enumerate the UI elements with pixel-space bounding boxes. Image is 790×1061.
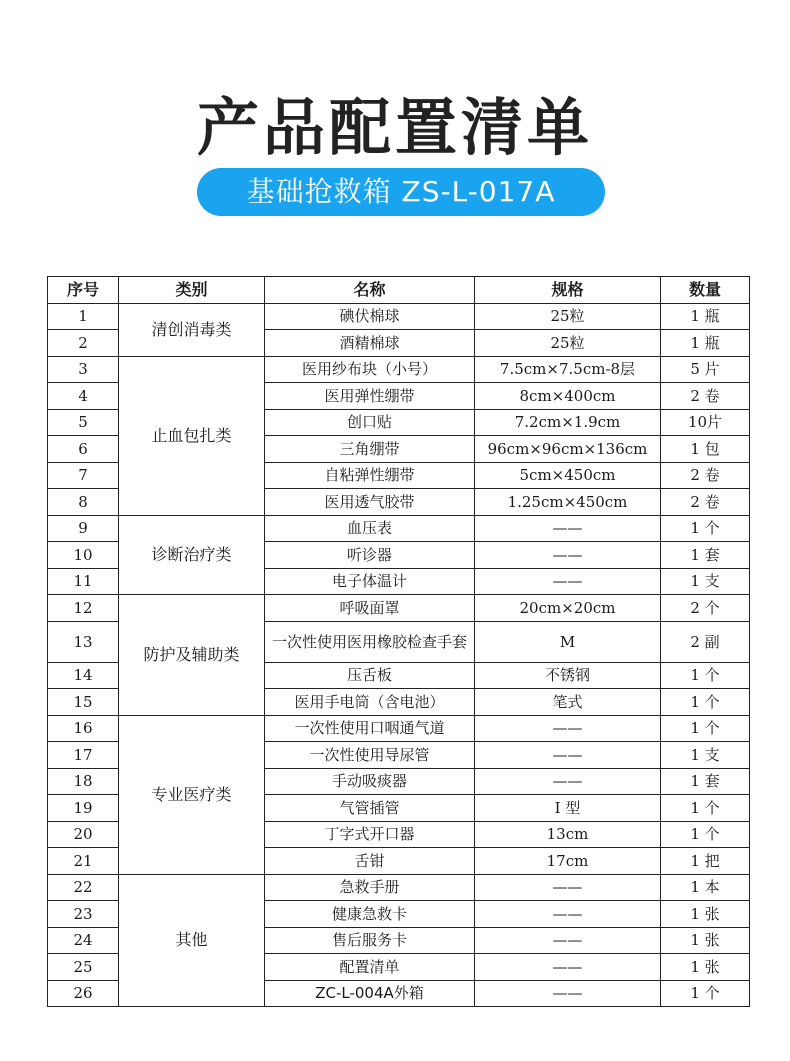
item-name: 三角绷带 bbox=[265, 436, 475, 463]
row-number: 16 bbox=[48, 715, 119, 742]
table-row bbox=[48, 874, 750, 901]
row-number: 2 bbox=[48, 330, 119, 357]
item-quantity: 1 套 bbox=[661, 542, 750, 569]
header-category: 类别 bbox=[119, 277, 265, 304]
item-quantity: 1 张 bbox=[661, 901, 750, 928]
row-number: 23 bbox=[48, 901, 119, 928]
row-number: 7 bbox=[48, 462, 119, 489]
item-spec: —— bbox=[475, 927, 661, 954]
table-row bbox=[48, 595, 750, 622]
item-spec: —— bbox=[475, 980, 661, 1007]
item-spec: 8cm×400cm bbox=[475, 383, 661, 410]
item-spec: —— bbox=[475, 515, 661, 542]
item-name: 听诊器 bbox=[265, 542, 475, 569]
item-spec: —— bbox=[475, 715, 661, 742]
row-number: 25 bbox=[48, 954, 119, 981]
item-spec: —— bbox=[475, 901, 661, 928]
item-spec: 7.5cm×7.5cm-8层 bbox=[475, 356, 661, 383]
item-name: 配置清单 bbox=[265, 954, 475, 981]
item-quantity: 5 片 bbox=[661, 356, 750, 383]
item-quantity: 2 卷 bbox=[661, 383, 750, 410]
item-name: 丁字式开口器 bbox=[265, 821, 475, 848]
item-quantity: 1 个 bbox=[661, 795, 750, 822]
row-number: 20 bbox=[48, 821, 119, 848]
row-number: 9 bbox=[48, 515, 119, 542]
row-number: 19 bbox=[48, 795, 119, 822]
table-row bbox=[48, 515, 750, 542]
header-quantity: 数量 bbox=[661, 277, 750, 304]
row-number: 12 bbox=[48, 595, 119, 622]
row-number: 15 bbox=[48, 689, 119, 716]
item-spec: —— bbox=[475, 768, 661, 795]
row-number: 21 bbox=[48, 848, 119, 875]
item-quantity: 1 包 bbox=[661, 436, 750, 463]
item-spec: 25粒 bbox=[475, 330, 661, 357]
item-name: 碘伏棉球 bbox=[265, 303, 475, 330]
page-title: 产品配置清单 bbox=[196, 91, 593, 164]
item-quantity: 1 套 bbox=[661, 768, 750, 795]
item-spec: 20cm×20cm bbox=[475, 595, 661, 622]
item-spec: M bbox=[475, 621, 661, 662]
category-cell: 诊断治疗类 bbox=[119, 515, 265, 595]
item-quantity: 1 个 bbox=[661, 715, 750, 742]
item-name: 一次性使用导尿管 bbox=[265, 742, 475, 769]
table-row bbox=[48, 356, 750, 383]
item-name: 血压表 bbox=[265, 515, 475, 542]
item-name: 医用手电筒（含电池） bbox=[265, 689, 475, 716]
item-name: 创口贴 bbox=[265, 409, 475, 436]
item-name: 急救手册 bbox=[265, 874, 475, 901]
item-spec: —— bbox=[475, 742, 661, 769]
item-name: 售后服务卡 bbox=[265, 927, 475, 954]
item-quantity: 1 个 bbox=[661, 662, 750, 689]
product-configuration-table bbox=[47, 276, 750, 1007]
item-name: 压舌板 bbox=[265, 662, 475, 689]
item-name: 医用透气胶带 bbox=[265, 489, 475, 516]
item-name: 医用弹性绷带 bbox=[265, 383, 475, 410]
item-name: 舌钳 bbox=[265, 848, 475, 875]
item-name: 酒精棉球 bbox=[265, 330, 475, 357]
row-number: 5 bbox=[48, 409, 119, 436]
item-name: 健康急救卡 bbox=[265, 901, 475, 928]
row-number: 4 bbox=[48, 383, 119, 410]
item-quantity: 1 瓶 bbox=[661, 303, 750, 330]
item-spec: 17cm bbox=[475, 848, 661, 875]
row-number: 1 bbox=[48, 303, 119, 330]
product-model-badge: 基础抢救箱 ZS-L-017A bbox=[197, 168, 605, 216]
item-name: 手动吸痰器 bbox=[265, 768, 475, 795]
item-quantity: 1 支 bbox=[661, 742, 750, 769]
item-spec: —— bbox=[475, 542, 661, 569]
row-number: 10 bbox=[48, 542, 119, 569]
row-number: 13 bbox=[48, 621, 119, 662]
item-quantity: 2 卷 bbox=[661, 462, 750, 489]
item-spec: I 型 bbox=[475, 795, 661, 822]
item-spec: 25粒 bbox=[475, 303, 661, 330]
item-name: 自粘弹性绷带 bbox=[265, 462, 475, 489]
item-name: 呼吸面罩 bbox=[265, 595, 475, 622]
row-number: 24 bbox=[48, 927, 119, 954]
item-spec: —— bbox=[475, 874, 661, 901]
category-cell: 防护及辅助类 bbox=[119, 595, 265, 716]
item-name: 一次性使用医用橡胶检查手套 bbox=[265, 621, 475, 662]
row-number: 22 bbox=[48, 874, 119, 901]
item-quantity: 1 本 bbox=[661, 874, 750, 901]
item-spec: 5cm×450cm bbox=[475, 462, 661, 489]
header-name: 名称 bbox=[265, 277, 475, 304]
item-spec: 1.25cm×450cm bbox=[475, 489, 661, 516]
item-name: 气管插管 bbox=[265, 795, 475, 822]
item-name: ZC-L-004A外箱 bbox=[265, 980, 475, 1007]
item-quantity: 2 卷 bbox=[661, 489, 750, 516]
category-cell: 其他 bbox=[119, 874, 265, 1007]
item-quantity: 1 支 bbox=[661, 568, 750, 595]
item-quantity: 1 把 bbox=[661, 848, 750, 875]
row-number: 14 bbox=[48, 662, 119, 689]
item-quantity: 1 个 bbox=[661, 515, 750, 542]
category-cell: 专业医疗类 bbox=[119, 715, 265, 874]
table-header-row bbox=[48, 277, 750, 304]
row-number: 18 bbox=[48, 768, 119, 795]
item-quantity: 2 个 bbox=[661, 595, 750, 622]
item-name: 电子体温计 bbox=[265, 568, 475, 595]
item-quantity: 1 瓶 bbox=[661, 330, 750, 357]
header-spec: 规格 bbox=[475, 277, 661, 304]
table-row bbox=[48, 715, 750, 742]
row-number: 8 bbox=[48, 489, 119, 516]
category-cell: 止血包扎类 bbox=[119, 356, 265, 515]
item-quantity: 1 张 bbox=[661, 927, 750, 954]
row-number: 3 bbox=[48, 356, 119, 383]
header-number: 序号 bbox=[48, 277, 119, 304]
item-quantity: 1 个 bbox=[661, 689, 750, 716]
item-quantity: 2 副 bbox=[661, 621, 750, 662]
item-quantity: 10片 bbox=[661, 409, 750, 436]
row-number: 17 bbox=[48, 742, 119, 769]
item-spec: 96cm×96cm×136cm bbox=[475, 436, 661, 463]
item-quantity: 1 个 bbox=[661, 980, 750, 1007]
item-name: 医用纱布块（小号） bbox=[265, 356, 475, 383]
category-cell: 清创消毒类 bbox=[119, 303, 265, 356]
row-number: 6 bbox=[48, 436, 119, 463]
item-spec: 13cm bbox=[475, 821, 661, 848]
item-spec: —— bbox=[475, 568, 661, 595]
item-spec: 不锈钢 bbox=[475, 662, 661, 689]
item-quantity: 1 个 bbox=[661, 821, 750, 848]
item-spec: —— bbox=[475, 954, 661, 981]
row-number: 11 bbox=[48, 568, 119, 595]
item-spec: 笔式 bbox=[475, 689, 661, 716]
item-name: 一次性使用口咽通气道 bbox=[265, 715, 475, 742]
row-number: 26 bbox=[48, 980, 119, 1007]
item-quantity: 1 张 bbox=[661, 954, 750, 981]
item-spec: 7.2cm×1.9cm bbox=[475, 409, 661, 436]
table-row bbox=[48, 303, 750, 330]
